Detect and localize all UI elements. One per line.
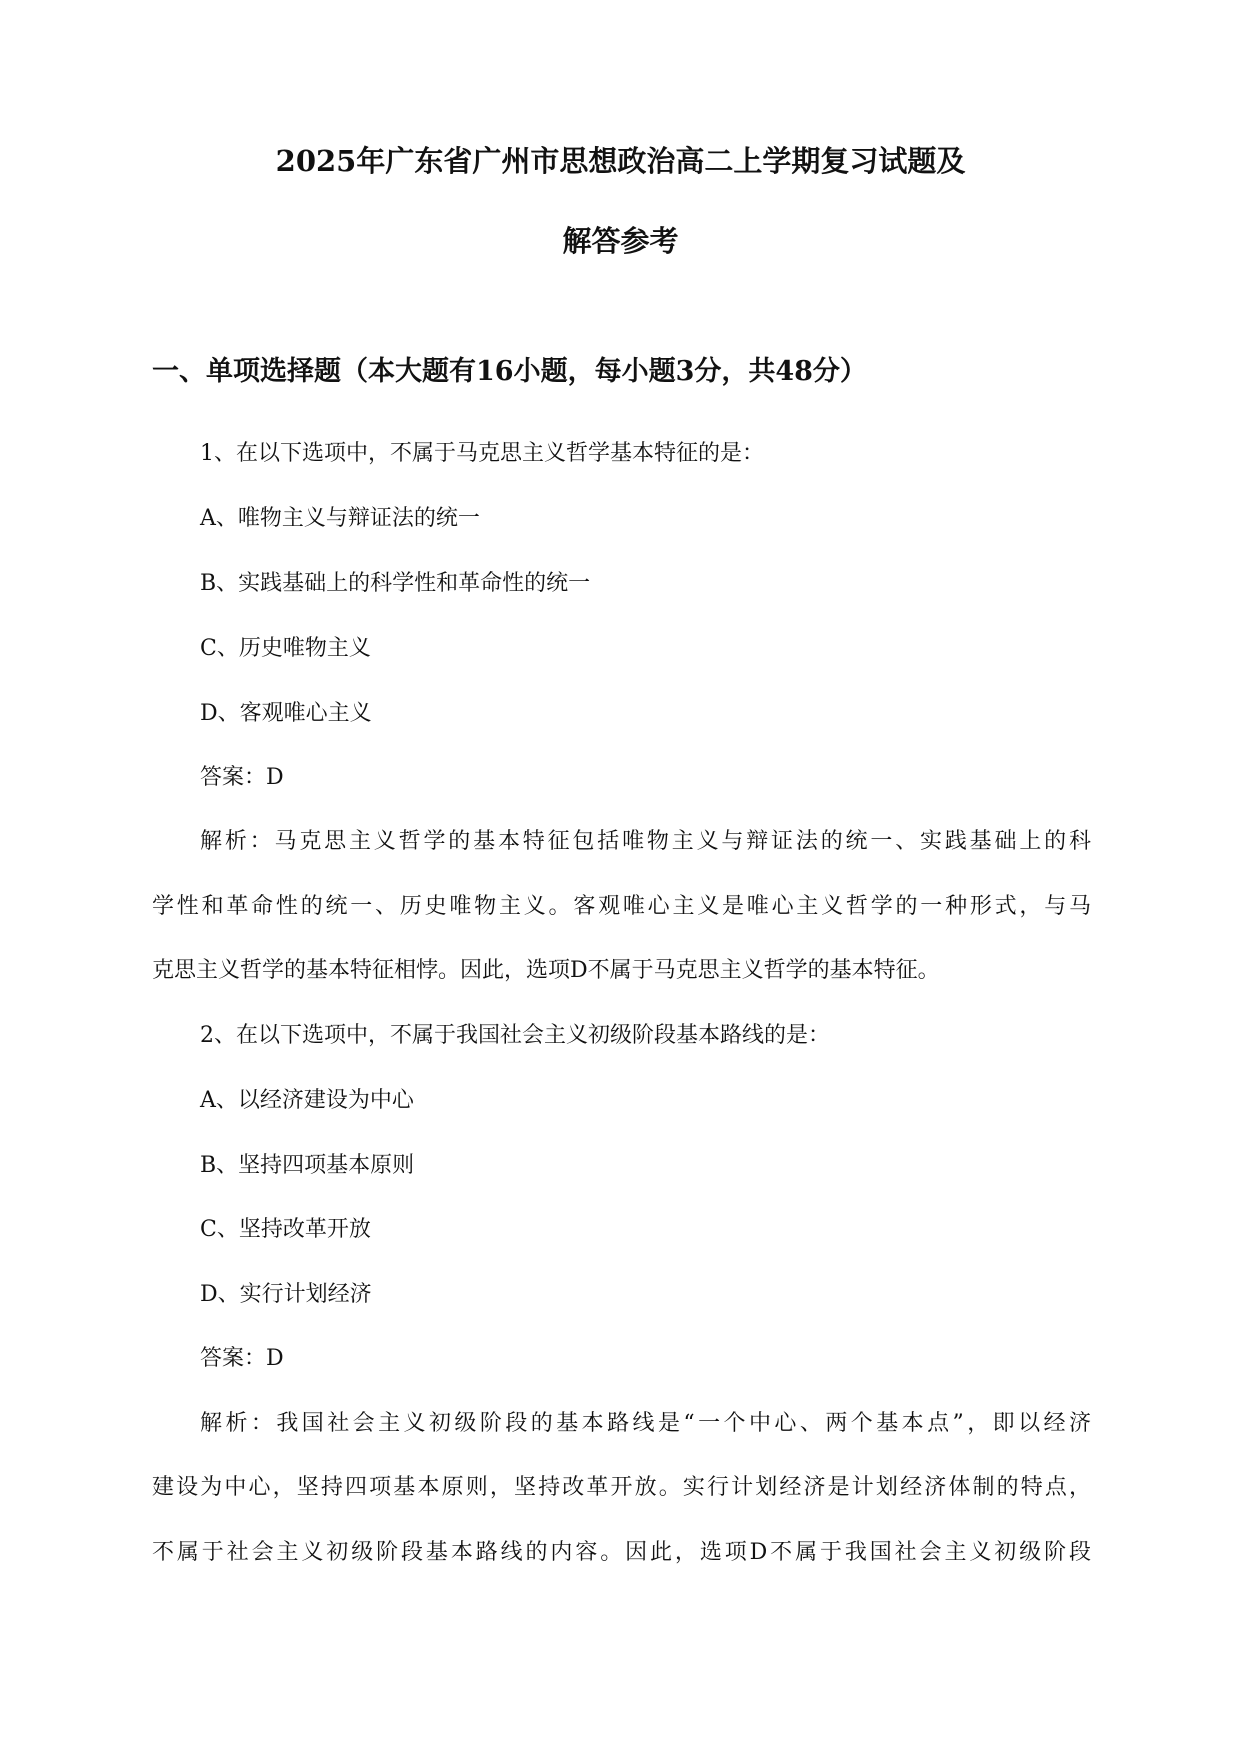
answer: 答案：D: [200, 1346, 284, 1371]
question-stem: 2、在以下选项中，不属于我国社会主义初级阶段基本路线的是：: [200, 1023, 830, 1048]
question-stem: 1、在以下选项中，不属于马克思主义哲学基本特征的是：: [200, 441, 764, 466]
option-d: D、实行计划经济: [200, 1282, 372, 1307]
answer: 答案：D: [200, 765, 284, 790]
analysis-line-2: 学性和革命性的统一、历史唯物主义。客观唯心主义是唯心主义哲学的一种形式，与马: [152, 894, 1091, 919]
analysis-line-1: 解析：我国社会主义初级阶段的基本路线是“一个中心、两个基本点”，即以经济: [200, 1411, 1091, 1436]
option-a: A、以经济建设为中心: [200, 1088, 414, 1113]
option-b: B、实践基础上的科学性和革命性的统一: [200, 571, 591, 596]
document-title-line-1: 2025年广东省广州市思想政治高二上学期复习试题及: [275, 144, 966, 178]
analysis-line-2: 建设为中心，坚持四项基本原则，坚持改革开放。实行计划经济是计划经济体制的特点，: [152, 1475, 1091, 1500]
analysis-line-3: 克思主义哲学的基本特征相悖。因此，选项D不属于马克思主义哲学的基本特征。: [152, 958, 940, 983]
option-c: C、历史唯物主义: [200, 636, 371, 661]
option-a: A、唯物主义与辩证法的统一: [200, 506, 480, 531]
option-b: B、坚持四项基本原则: [200, 1153, 415, 1178]
document-title-line-2: 解答参考: [562, 224, 679, 258]
section-heading: 一、单项选择题（本大题有16小题，每小题3分，共48分）: [152, 356, 867, 387]
option-c: C、坚持改革开放: [200, 1217, 371, 1242]
option-d: D、客观唯心主义: [200, 701, 372, 726]
analysis-line-3: 不属于社会主义初级阶段基本路线的内容。因此，选项D不属于我国社会主义初级阶段: [152, 1540, 1091, 1565]
analysis-line-1: 解析：马克思主义哲学的基本特征包括唯物主义与辩证法的统一、实践基础上的科: [200, 829, 1091, 854]
